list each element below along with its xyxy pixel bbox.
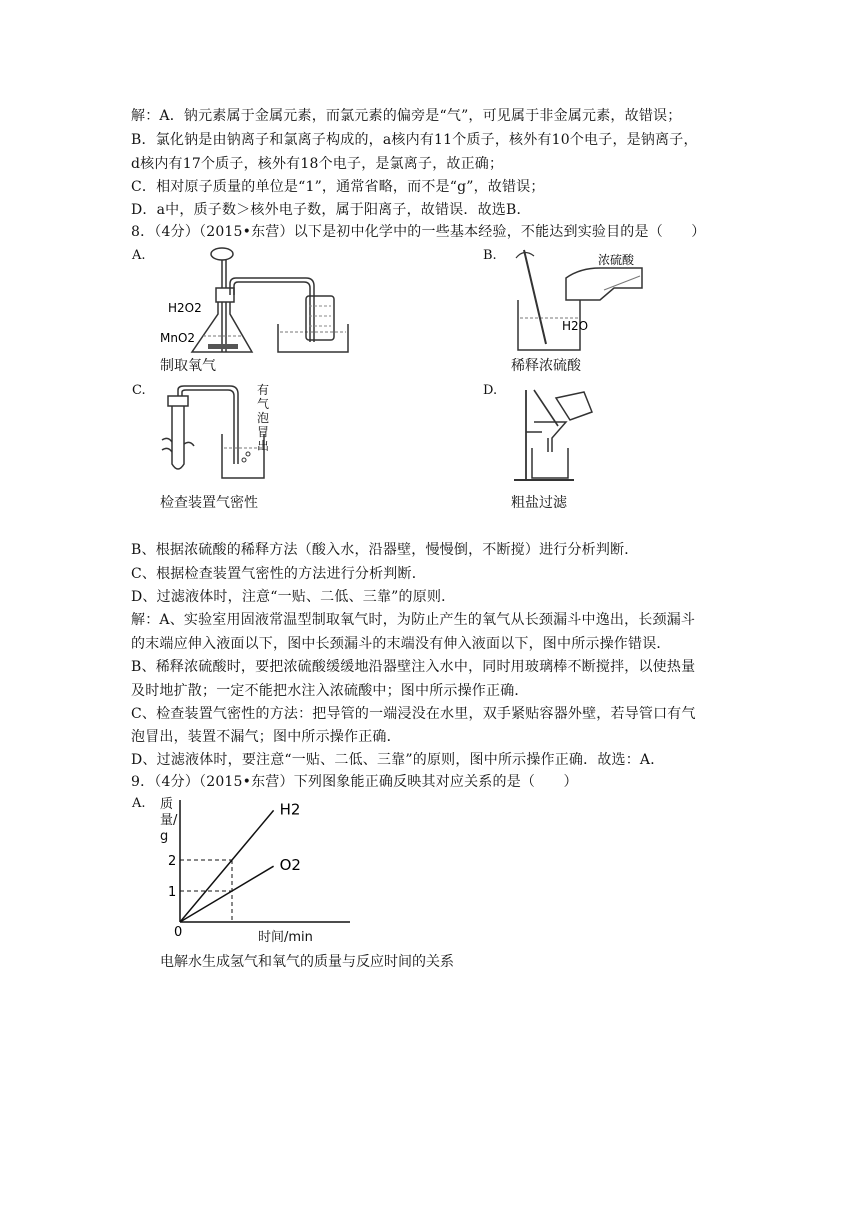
explanation-line: 解：A．钠元素属于金属元素，而氯元素的偏旁是“气”，可见属于非金属元素，故错误； <box>131 108 682 124</box>
analysis-line: B、根据浓硫酸的稀释方法（酸入水，沿器壁，慢慢倒，不断搅）进行分析判断． <box>131 542 639 558</box>
analysis-line: C、根据检查装置气密性的方法进行分析判断． <box>131 566 426 582</box>
option-d-label: D. <box>483 383 498 398</box>
oxygen-apparatus-figure <box>158 244 358 354</box>
y-tick-label: 0 <box>174 925 183 940</box>
explanation-line: C．相对原子质量的单位是“1”，通常省略，而不是“g”，故错误； <box>131 179 545 195</box>
series-line-h2 <box>180 810 274 922</box>
series-label-h2: H2 <box>279 800 301 819</box>
h2o2-label: H2O2 <box>168 301 202 315</box>
option-c-label: C. <box>132 383 146 398</box>
y-tick-label: 2 <box>168 854 177 869</box>
question-8-stem: 8．（4分）（2015•东营）以下是初中化学中的一些基本经验，不能达到实验目的是（ ） <box>131 224 706 240</box>
option-b-caption: 稀释浓硫酸 <box>511 358 581 374</box>
y-tick-label: 1 <box>168 885 177 900</box>
explanation-line: D．a中，质子数＞核外电子数，属于阳离子，故错误．故选B． <box>131 202 531 218</box>
series-label-o2: O2 <box>279 856 301 875</box>
question-9-stem: 9．（4分）（2015•东营）下列图象能正确反映其对应关系的是（ ） <box>131 774 578 790</box>
solution-line: 的末端应伸入液面以下，图中长颈漏斗的末端没有伸入液面以下，图中所示操作错误． <box>131 636 671 652</box>
option-b-label: B. <box>483 248 497 263</box>
series-line-o2 <box>180 866 274 922</box>
option-a-label: A. <box>132 248 146 263</box>
q9-option-a-caption: 电解水生成氢气和氧气的质量与反应时间的关系 <box>160 954 454 970</box>
solution-line: B、稀释浓硫酸时，要把浓硫酸缓缓地沿器壁注入水中，同时用玻璃棒不断搅拌，以使热量 <box>131 659 696 675</box>
solution-line: D、过滤液体时，要注意“一贴、二低、三靠”的原则，图中所示操作正确．故选：A． <box>131 752 665 768</box>
bubble-note: 有气泡冒出 <box>257 383 270 453</box>
analysis-line: D、过滤液体时，注意“一贴、二低、三靠”的原则． <box>131 589 456 605</box>
explanation-line: d核内有17个质子，核外有18个电子，是氯离子，故正确； <box>131 156 504 172</box>
mno2-label: MnO2 <box>160 331 196 345</box>
solution-line: C、检查装置气密性的方法：把导管的一端浸没在水里，双手紧贴容器外壁，若导管口有气 <box>131 706 696 722</box>
acid-bottle-label: 浓硫酸 <box>598 253 635 267</box>
option-d-caption: 粗盐过滤 <box>511 495 567 511</box>
mass-time-chart <box>160 792 360 942</box>
explanation-line: B．氯化钠是由钠离子和氯离子构成的，a核内有11个质子，核外有10个电子，是钠离子， <box>131 132 698 148</box>
filtration-figure <box>512 386 622 486</box>
q9-option-a-label: A. <box>132 796 146 811</box>
option-a-caption: 制取氧气 <box>160 358 216 374</box>
solution-line: 泡冒出，装置不漏气；图中所示操作正确． <box>131 729 401 745</box>
option-c-caption: 检查装置气密性 <box>160 495 258 511</box>
solution-line: 及时地扩散；一定不能把水注入浓硫酸中；图中所示操作正确． <box>131 683 529 699</box>
x-axis-label: 时间/min <box>258 930 313 945</box>
acid-dilution-figure <box>510 244 660 354</box>
y-axis-label: 质量/g <box>160 797 178 844</box>
water-label: H2O <box>562 319 589 333</box>
solution-line: 解：A、实验室用固液常温型制取氧气时，为防止产生的氧气从长颈漏斗中逸出，长颈漏斗 <box>131 612 696 628</box>
